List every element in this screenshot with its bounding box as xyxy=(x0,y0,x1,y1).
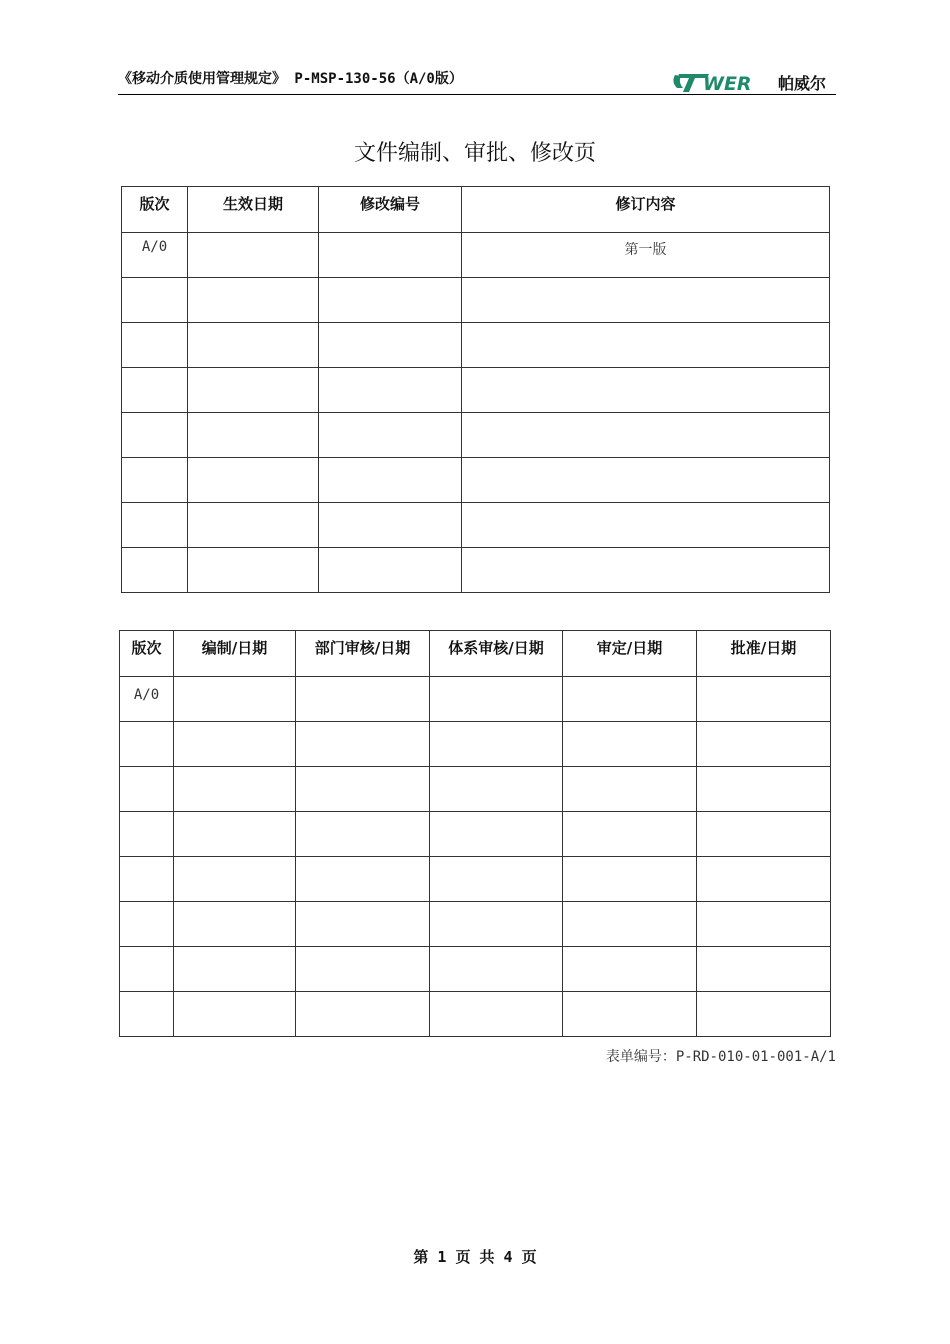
approval-cell xyxy=(563,812,697,857)
revision-cell xyxy=(462,503,830,548)
approval-cell xyxy=(563,722,697,767)
table-row xyxy=(120,677,831,722)
revision-column-header: 生效日期 xyxy=(188,187,319,233)
revision-cell: A/0 xyxy=(122,233,188,278)
revision-cell xyxy=(319,548,462,593)
approval-column-header: 审定/日期 xyxy=(563,631,697,677)
revision-cell xyxy=(122,548,188,593)
approval-cell xyxy=(174,992,296,1037)
revision-column-header: 版次 xyxy=(122,187,188,233)
approval-cell xyxy=(430,677,563,722)
approval-cell xyxy=(120,902,174,947)
revision-cell xyxy=(319,278,462,323)
revision-cell: 第一版 xyxy=(462,233,830,278)
revision-header-row xyxy=(122,187,830,233)
approval-header-row xyxy=(120,631,831,677)
revision-cell xyxy=(319,233,462,278)
approval-cell xyxy=(174,812,296,857)
approval-cell xyxy=(430,857,563,902)
power-logo-icon xyxy=(669,70,777,94)
revision-cell xyxy=(462,413,830,458)
table-row xyxy=(120,767,831,812)
approval-cell xyxy=(120,947,174,992)
table-row xyxy=(122,503,830,548)
company-logo xyxy=(669,70,826,94)
approval-cell xyxy=(296,947,430,992)
table-row xyxy=(122,548,830,593)
approval-cell xyxy=(697,812,831,857)
table-row xyxy=(120,992,831,1037)
revision-cell xyxy=(188,233,319,278)
revision-column-header: 修改编号 xyxy=(319,187,462,233)
revision-cell xyxy=(319,368,462,413)
header-title: 《移动介质使用管理规定》 P-MSP-130-56（A/0版） xyxy=(118,71,463,87)
approval-cell xyxy=(120,722,174,767)
approval-cell xyxy=(174,677,296,722)
revision-cell xyxy=(462,278,830,323)
approval-cell: A/0 xyxy=(120,677,174,722)
approval-cell xyxy=(120,812,174,857)
revision-cell xyxy=(319,458,462,503)
approval-cell xyxy=(430,992,563,1037)
approval-cell xyxy=(563,992,697,1037)
table-row xyxy=(122,368,830,413)
table-row xyxy=(120,857,831,902)
approval-cell xyxy=(174,857,296,902)
revision-cell xyxy=(188,458,319,503)
approval-column-header: 版次 xyxy=(120,631,174,677)
approval-cell xyxy=(296,992,430,1037)
table-row xyxy=(120,812,831,857)
revision-cell xyxy=(188,548,319,593)
approval-cell xyxy=(697,992,831,1037)
approval-cell xyxy=(563,947,697,992)
approval-cell xyxy=(697,722,831,767)
approval-column-header: 部门审核/日期 xyxy=(296,631,430,677)
revision-cell xyxy=(188,413,319,458)
revision-cell xyxy=(122,323,188,368)
svg-text:WER: WER xyxy=(702,73,752,94)
document-title: 文件编制、审批、修改页 xyxy=(353,141,596,166)
revision-cell xyxy=(188,278,319,323)
revision-table xyxy=(121,186,830,593)
table-row xyxy=(122,278,830,323)
revision-cell xyxy=(319,413,462,458)
approval-cell xyxy=(120,992,174,1037)
approval-cell xyxy=(296,677,430,722)
approval-cell xyxy=(563,767,697,812)
approval-cell xyxy=(430,902,563,947)
approval-cell xyxy=(296,857,430,902)
approval-cell xyxy=(430,722,563,767)
revision-cell xyxy=(122,278,188,323)
table-row xyxy=(122,233,830,278)
revision-cell xyxy=(188,503,319,548)
approval-cell xyxy=(563,677,697,722)
logo-text: 帕威尔 xyxy=(777,74,826,93)
revision-cell xyxy=(122,368,188,413)
revision-cell xyxy=(122,458,188,503)
approval-cell xyxy=(296,767,430,812)
page-header xyxy=(118,64,836,95)
table-row xyxy=(122,413,830,458)
approval-cell xyxy=(430,767,563,812)
approval-cell xyxy=(296,812,430,857)
approval-cell xyxy=(174,767,296,812)
approval-cell xyxy=(697,677,831,722)
approval-cell xyxy=(296,722,430,767)
revision-column-header: 修订内容 xyxy=(462,187,830,233)
approval-cell xyxy=(697,947,831,992)
approval-cell xyxy=(697,857,831,902)
table-row xyxy=(122,323,830,368)
approval-cell xyxy=(120,857,174,902)
approval-cell xyxy=(120,767,174,812)
approval-cell xyxy=(174,722,296,767)
approval-cell xyxy=(697,767,831,812)
table-row xyxy=(120,722,831,767)
approval-cell xyxy=(563,902,697,947)
revision-cell xyxy=(462,458,830,503)
table-row xyxy=(120,902,831,947)
revision-cell xyxy=(319,503,462,548)
table-row xyxy=(120,947,831,992)
revision-cell xyxy=(319,323,462,368)
revision-cell xyxy=(462,368,830,413)
page-footer: 第 1 页 共 4 页 xyxy=(413,1248,537,1266)
revision-cell xyxy=(462,323,830,368)
approval-cell xyxy=(174,902,296,947)
approval-cell xyxy=(697,902,831,947)
approval-table xyxy=(119,630,831,1037)
form-number: 表单编号：P-RD-010-01-001-A/1 xyxy=(605,1049,836,1065)
approval-column-header: 批准/日期 xyxy=(697,631,831,677)
revision-cell xyxy=(122,503,188,548)
approval-column-header: 编制/日期 xyxy=(174,631,296,677)
approval-cell xyxy=(296,902,430,947)
approval-column-header: 体系审核/日期 xyxy=(430,631,563,677)
approval-cell xyxy=(563,857,697,902)
table-row xyxy=(122,458,830,503)
approval-cell xyxy=(430,812,563,857)
revision-cell xyxy=(462,548,830,593)
revision-cell xyxy=(188,368,319,413)
revision-cell xyxy=(122,413,188,458)
approval-cell xyxy=(430,947,563,992)
approval-cell xyxy=(174,947,296,992)
revision-cell xyxy=(188,323,319,368)
